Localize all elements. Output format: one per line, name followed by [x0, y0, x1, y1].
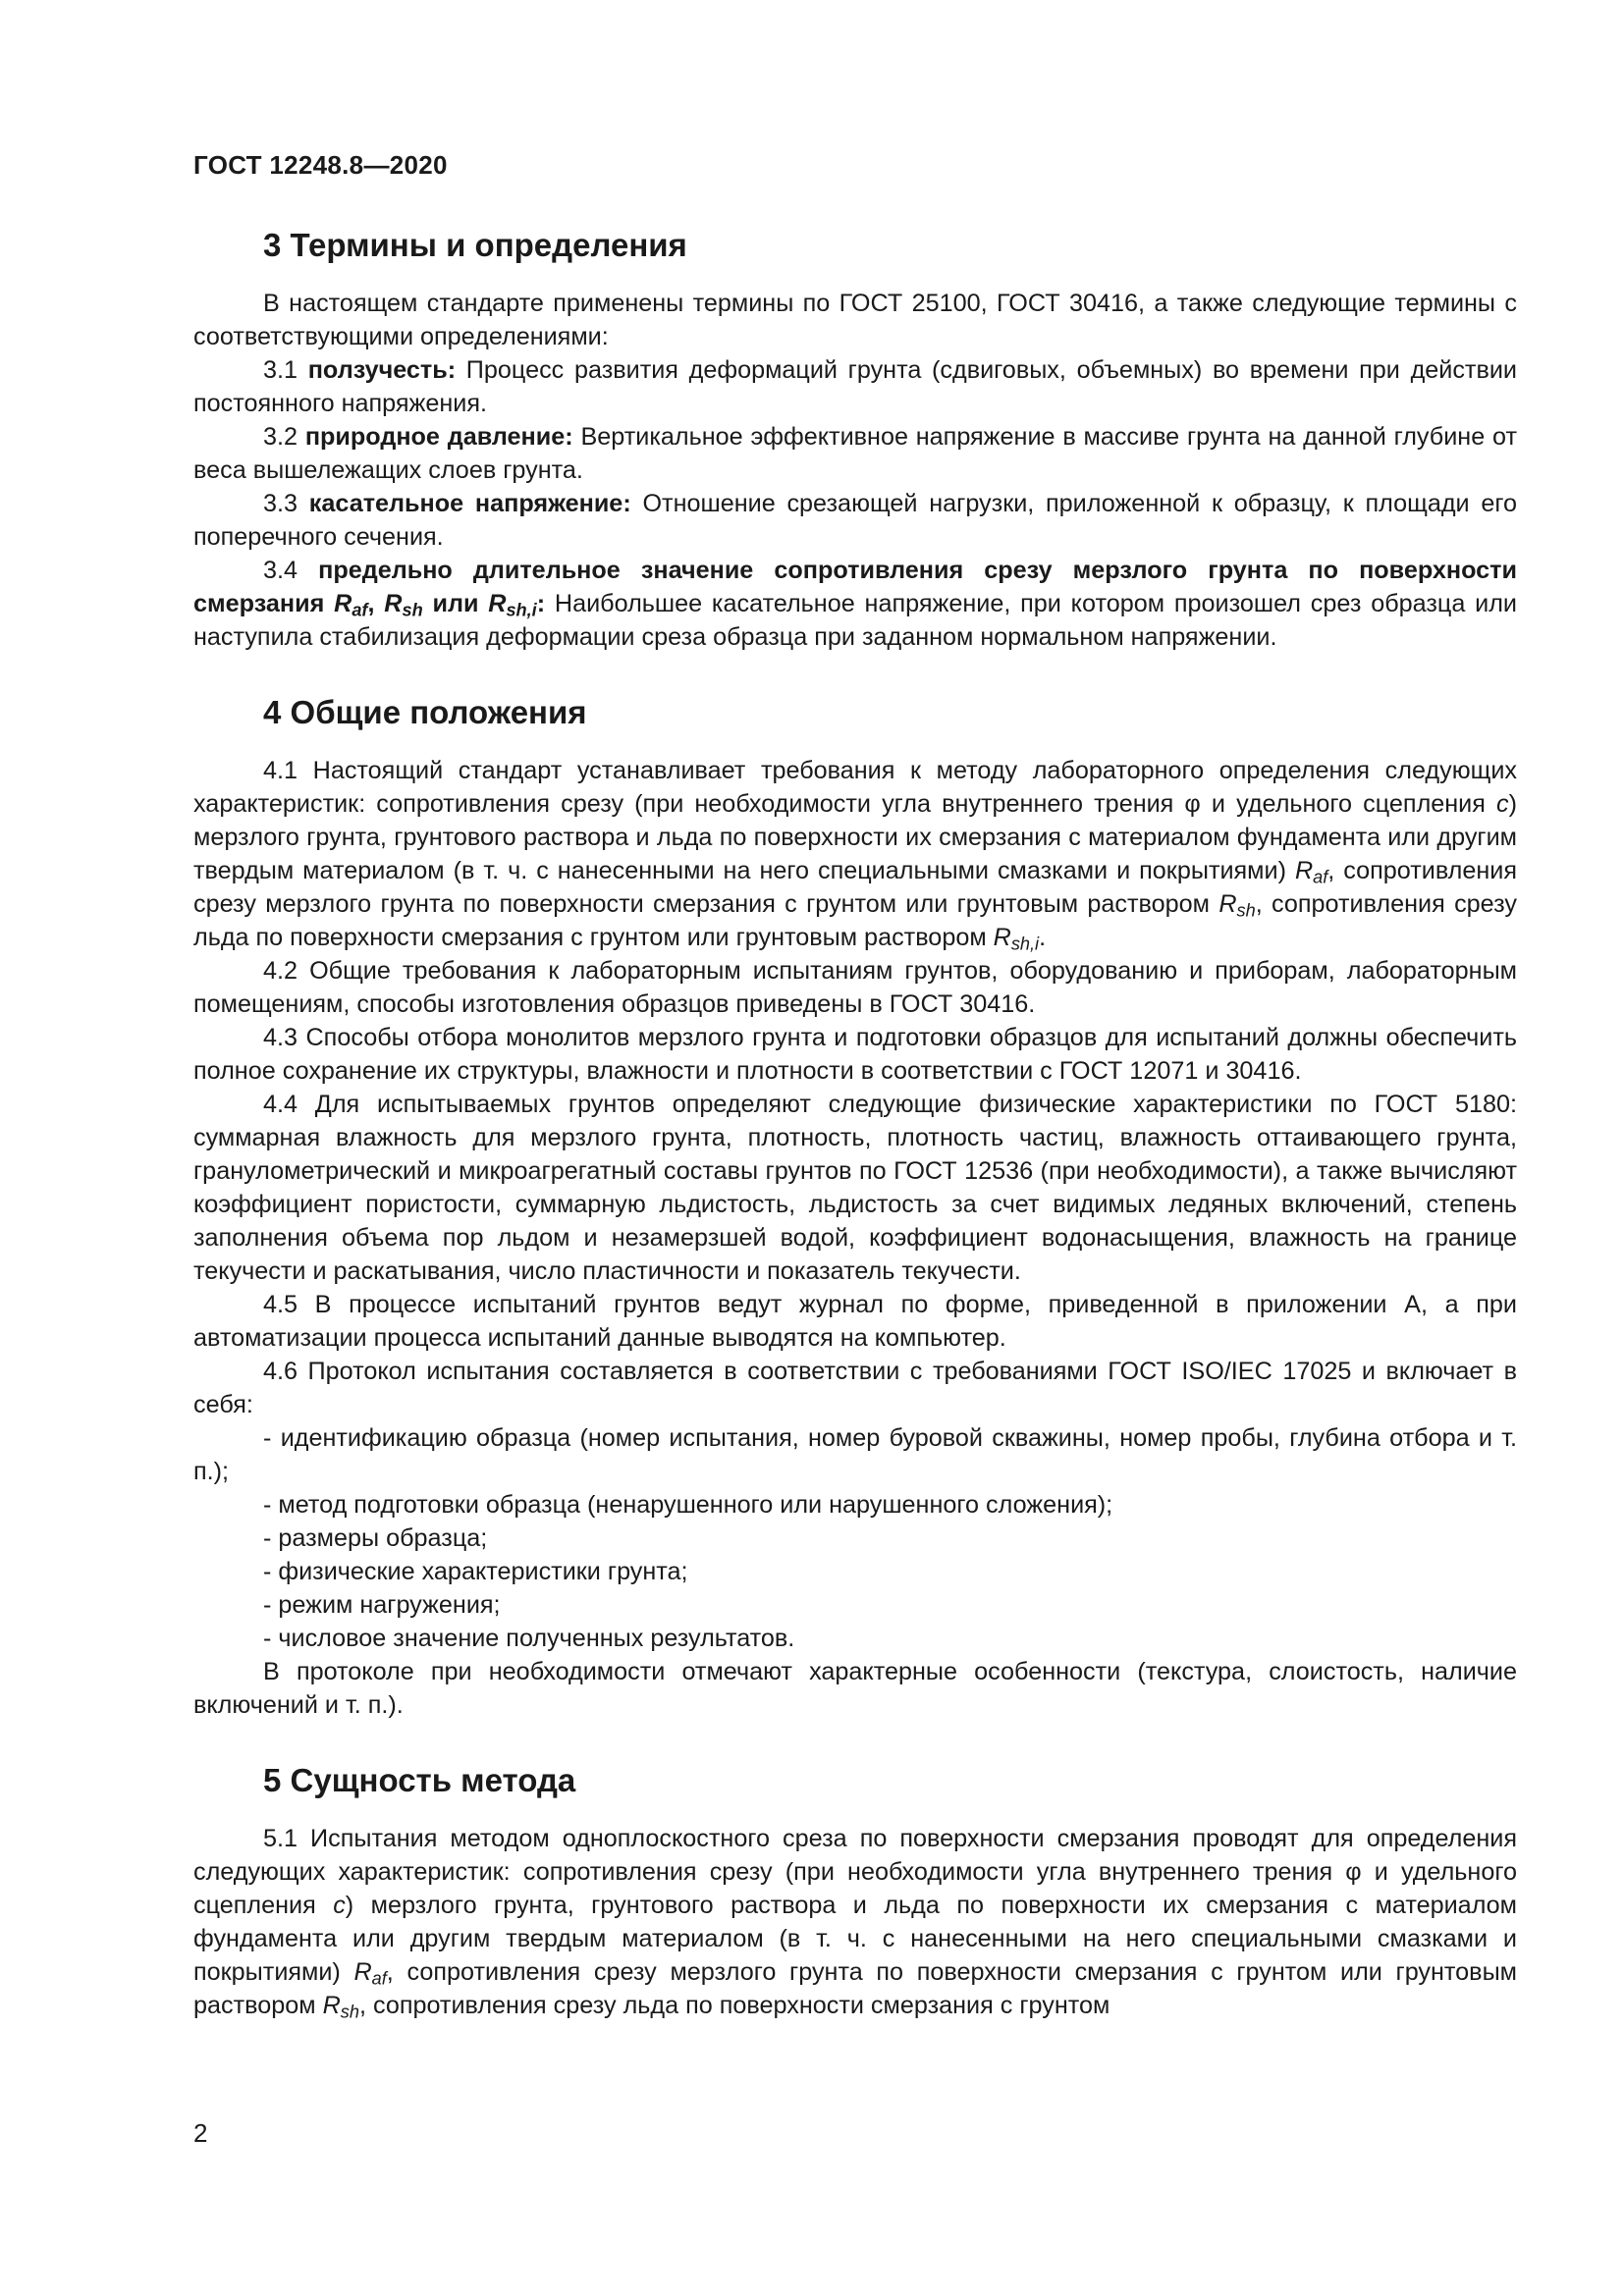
- clause-5-1: [193, 1822, 1517, 2022]
- term-name: ползучесть:: [307, 356, 457, 384]
- list-item: - идентификацию образца (номер испытания, номер буровой скважины, номер пробы, глубина отбора и т. п.);: [193, 1424, 1517, 1485]
- symbol-c: c: [1496, 790, 1509, 818]
- list-item: - режим нагружения;: [263, 1591, 501, 1619]
- symbol-R: R: [1294, 857, 1314, 884]
- symbol-subscript: sh,i: [1010, 934, 1040, 954]
- section-3-title: 3 Термины и определения: [263, 227, 687, 263]
- term-definition: Вертикальное эффективное напряжение в массиве грунта на данной глубине от веса вышележащих слоев грунта.: [193, 423, 1517, 484]
- symbol-R: R: [488, 590, 507, 617]
- term-3-4: [193, 554, 1517, 654]
- list-item: - метод подготовки образца (ненарушенного или нарушенного сложения);: [263, 1491, 1113, 1519]
- separator: ,: [367, 590, 385, 617]
- text: , сопротивления срезу мерзлого грунта по поверхности смерзания с грунтом или грунтовым раствором: [193, 857, 1517, 918]
- clause-4-3: 4.3 Способы отбора монолитов мерзлого грунта и подготовки образцов для испытаний должны обеспечить полное сохранение их структуры, влажности и плотности в соответствии с ГОСТ 12071 и 30416.: [193, 1024, 1517, 1085]
- term-definition: Процесс развития деформаций грунта (сдвиговых, объемных) во времени при действии постоянного напряжения.: [193, 356, 1517, 417]
- symbol-R: R: [353, 1958, 372, 1986]
- term-number: 3.2: [263, 423, 305, 451]
- term-name: касательное напряжение:: [308, 490, 631, 517]
- term-number: 3.3: [263, 490, 309, 517]
- text: , сопротивления срезу льда по поверхности смерзания с грунтом или грунтовым раствором: [193, 890, 1517, 951]
- section-3: [193, 226, 1517, 654]
- term-name: природное давление:: [304, 423, 573, 451]
- clause-4-6: 4.6 Протокол испытания составляется в соответствии с требованиями ГОСТ ISO/IEC 17025 и включает в себя:: [193, 1358, 1517, 1418]
- section-5-title: 5 Сущность метода: [263, 1762, 576, 1798]
- section-5: [193, 1761, 1517, 2022]
- symbol-R: R: [322, 1992, 341, 2019]
- clause-4-6-note: В протоколе при необходимости отмечают характерные особенности (текстура, слоистость, наличие включений и т. п.).: [193, 1658, 1517, 1719]
- section-3-intro: В настоящем стандарте применены термины по ГОСТ 25100, ГОСТ 30416, а также следующие термины с соответствующими определениями:: [193, 290, 1517, 350]
- text: , сопротивления срезу мерзлого грунта по поверхности смерзания с грунтом или грунтовым раствором: [193, 1958, 1517, 2019]
- symbol-R: R: [384, 590, 403, 617]
- symbol-subscript: af: [371, 1968, 387, 1989]
- clause-4-5: 4.5 В процессе испытаний грунтов ведут журнал по форме, приведенной в приложении А, а при автоматизации процесса испытаний данные выводятся на компьютер.: [193, 1291, 1517, 1352]
- document-header: ГОСТ 12248.8—2020: [193, 150, 448, 180]
- clause-4-1: [193, 754, 1517, 954]
- clause-4-4: 4.4 Для испытываемых грунтов определяют следующие физические характеристики по ГОСТ 5180: суммарная влажность для мерзлого грунта, плотность, плотность частиц, влажность оттаивающего грунта, гранулометрический и микроагрегатный составы грунтов по ГОСТ 12536 (при необходимости), а также вычисляют коэффициент пористости, суммарную льдистость, льдистость за счет видимых ледяных включений, степень заполнения объема пор льдом и незамерзшей водой, коэффициент водонасыщения, влажность на границе текучести и раскатывания, число пластичности и показатель текучести.: [193, 1091, 1517, 1285]
- text: ) мерзлого грунта, грунтового раствора и льда по поверхности их смерзания с материалом фундамента или другим твердым материалом (в т. ч. с нанесенными на него специальными смазками и покрытиями): [193, 790, 1517, 884]
- symbol-subscript: sh: [402, 600, 423, 620]
- text: , сопротивления срезу льда по поверхности смерзания с грунтом: [358, 1992, 1110, 2019]
- text: 5.1 Испытания методом одноплоскостного среза по поверхности смерзания проводят для определения следующих характеристик: сопротивления срезу (при необходимости угла внутреннего трения φ и удельного сцепления: [193, 1825, 1517, 1919]
- separator: или: [422, 590, 489, 617]
- section-4-title: 4 Общие положения: [263, 694, 587, 730]
- text: 4.1 Настоящий стандарт устанавливает требования к методу лабораторного определения следующих характеристик: сопротивления срезу (при необходимости угла внутреннего трения φ и удельного сцепления: [193, 757, 1517, 818]
- term-definition: Отношение срезающей нагрузки, приложенной к образцу, к площади его поперечного сечения.: [193, 490, 1517, 551]
- document-body: [193, 216, 1517, 2022]
- symbol-R: R: [993, 924, 1011, 951]
- symbol-subscript: af: [352, 600, 368, 620]
- term-3-1: [193, 353, 1517, 420]
- text: .: [1039, 924, 1047, 951]
- page-number: 2: [193, 2118, 208, 2148]
- symbol-R: R: [1218, 890, 1237, 918]
- symbol-R: R: [334, 590, 352, 617]
- symbol-subscript: sh,i: [506, 600, 537, 620]
- symbol-subscript: sh: [340, 2002, 359, 2022]
- separator: :: [536, 590, 546, 617]
- list-item: - числовое значение полученных результатов.: [263, 1625, 795, 1652]
- section-4: [193, 693, 1517, 1722]
- term-number: 3.1: [263, 356, 308, 384]
- term-number: 3.4: [263, 557, 319, 584]
- symbol-subscript: af: [1313, 867, 1328, 887]
- symbol-subscript: sh: [1236, 900, 1256, 921]
- symbol-c: c: [333, 1892, 346, 1919]
- list-item: - физические характеристики грунта;: [263, 1558, 688, 1585]
- term-3-3: [193, 487, 1517, 554]
- term-name-text: предельно длительное значение сопротивления срезу мерзлого грунта по поверхности смерзания: [193, 557, 1517, 617]
- list-item: - размеры образца;: [263, 1524, 488, 1552]
- term-3-2: [193, 420, 1517, 487]
- term-definition: Наибольшее касательное напряжение, при котором произошел срез образца или наступила стабилизация деформации среза образца при заданном нормальном напряжении.: [193, 590, 1518, 651]
- text: ) мерзлого грунта, грунтового раствора и льда по поверхности их смерзания с материалом фундамента или другим твердым материалом (в т. ч. с нанесенными на него специальными смазками и покрытиями): [193, 1892, 1517, 1986]
- clause-4-2: 4.2 Общие требования к лабораторным испытаниям грунтов, оборудованию и приборам, лабораторным помещениям, способы изготовления образцов приведены в ГОСТ 30416.: [193, 957, 1517, 1018]
